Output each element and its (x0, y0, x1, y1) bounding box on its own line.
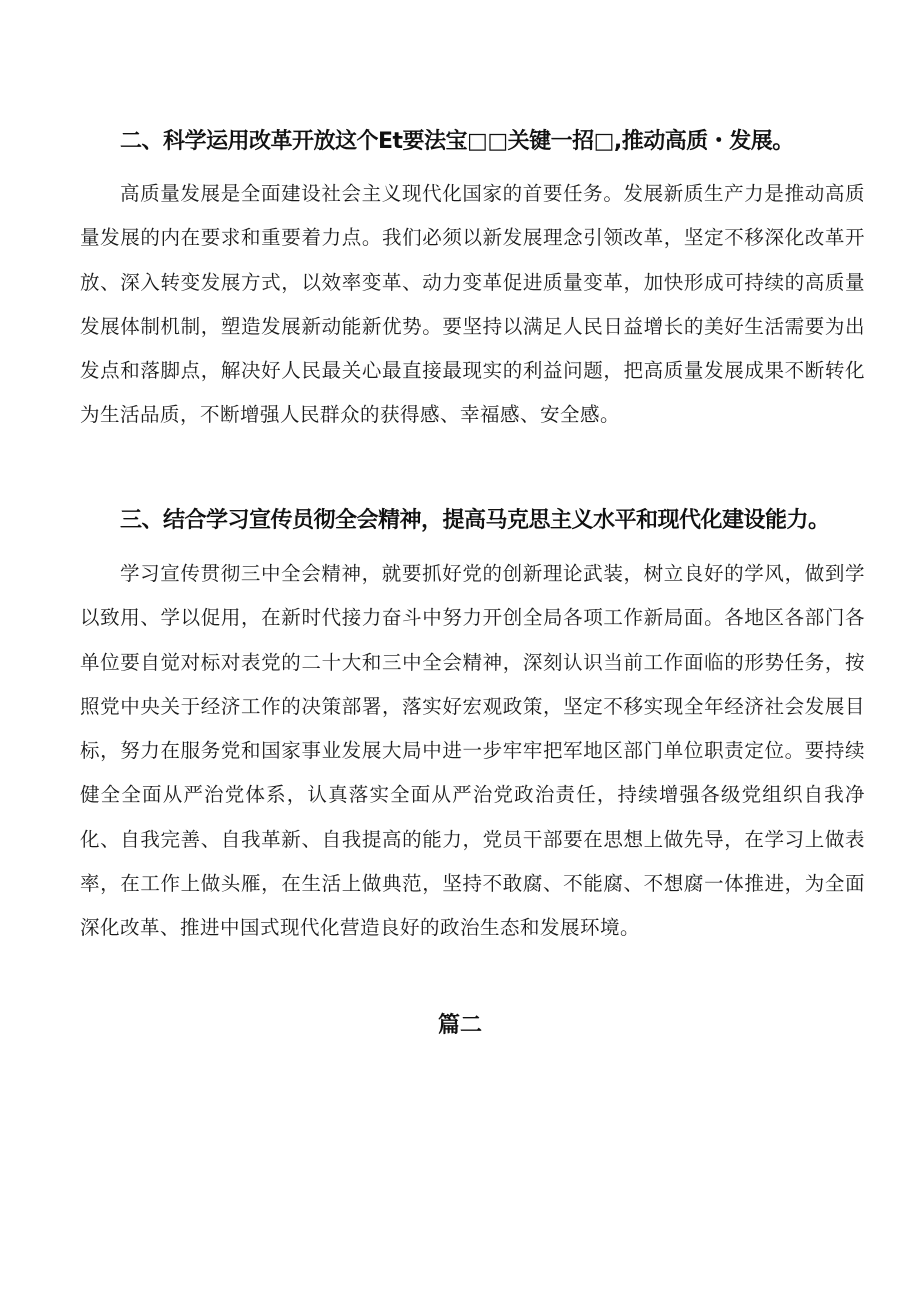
section-3-heading: 三、结合学习宣传员彻全会精神，提高马克思主义水平和现代化建设能力。 (120, 508, 830, 533)
section-2-heading: 二、科学运用改革开放这个Et要法宝□□关键一招□,推动高质・发展。 (120, 129, 794, 154)
section-2-paragraph: 高质量发展是全面建设社会主义现代化国家的首要任务。发展新质生产力是推动高质量发展的内在要求和重要着力点。我们必须以新发展理念引领改革，坚定不移深化改革开放、深入转变发展方式，以效率变革、动力变革促进质量变革，加快形成可持续的高质量发展体制机制，塑造发展新动能新优势。要坚持以满足人民日益增长的美好生活需要为出发点和落脚点，解决好人民最关心最直接最现实的利益问题，把高质量发展成果不断转化为生活品质，不断增强人民群众的获得感、幸福感、安全感。 (80, 182, 865, 427)
part-title: 篇二 (437, 1013, 482, 1038)
section-3-paragraph: 学习宣传贯彻三中全会精神，就要抓好党的创新理论武装，树立良好的学风，做到学以致用、学以促用，在新时代接力奋斗中努力开创全局各项工作新局面。各地区各部门各单位要自觉对标对表党的二十大和三中全会精神，深刻认识当前工作面临的形势任务，按照党中央关于经济工作的决策部署，落实好宏观政策，坚定不移实现全年经济社会发展目标，努力在服务党和国家事业发展大局中进一步牢牢把军地区部门单位职责定位。要持续健全全面从严治党体系，认真落实全面从严治党政治责任，持续增强各级党组织自我净化、自我完善、自我革新、自我提高的能力，党员干部要在思想上做先导，在学习上做表率，在工作上做头雁，在生活上做典范，坚持不敢腐、不能腐、不想腐一体推进，为全面深化改革、推进中国式现代化营造良好的政治生态和发展环境。 (80, 562, 865, 940)
